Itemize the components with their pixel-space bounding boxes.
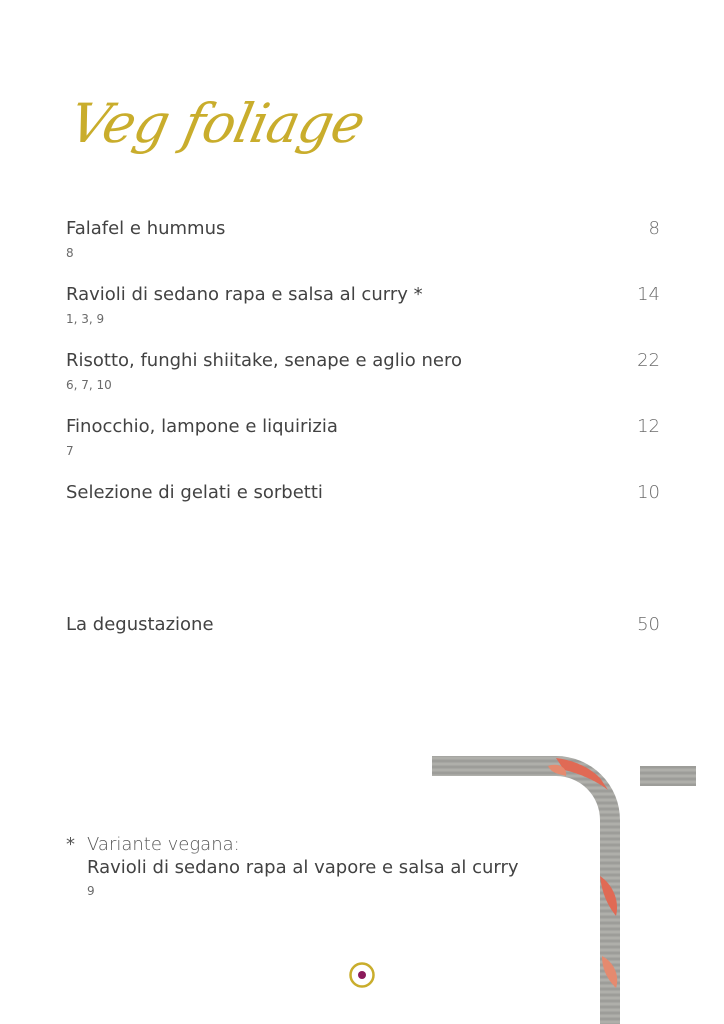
tasting-name: La degustazione [66, 614, 214, 635]
tasting-menu-row [66, 614, 660, 644]
flamingo-decoration [430, 756, 700, 1024]
item-price: 22 [637, 350, 660, 371]
item-allergens: 8 [66, 246, 74, 260]
menu-item [66, 350, 660, 416]
tasting-price: 50 [637, 614, 660, 635]
item-price: 8 [648, 218, 660, 239]
menu-item [66, 482, 660, 548]
page-marker-icon [348, 961, 376, 989]
wood-frame-shape [432, 756, 620, 1024]
footnote-allergens: 9 [87, 884, 95, 898]
menu-list [66, 218, 660, 548]
item-name: Selezione di gelati e sorbetti [66, 482, 323, 503]
item-name: Ravioli di sedano rapa e salsa al curry * [66, 284, 423, 305]
item-price: 10 [637, 482, 660, 503]
item-name: Risotto, funghi shiitake, senape e aglio nero [66, 350, 462, 371]
menu-item [66, 218, 660, 284]
page-title: Veg foliage [64, 92, 370, 155]
item-allergens: 6, 7, 10 [66, 378, 112, 392]
item-price: 12 [637, 416, 660, 437]
menu-item [66, 416, 660, 482]
item-allergens: 1, 3, 9 [66, 312, 105, 326]
item-name: Finocchio, lampone e liquirizia [66, 416, 338, 437]
item-allergens: 7 [66, 444, 74, 458]
item-name: Falafel e hummus [66, 218, 226, 239]
item-price: 14 [637, 284, 660, 305]
menu-item [66, 284, 660, 350]
footnote-marker: * [66, 834, 75, 855]
wood-strip-shape [640, 766, 696, 786]
footnote-dish: Ravioli di sedano rapa al vapore e salsa al curry [87, 857, 519, 878]
footnote-label: Variante vegana: [87, 834, 240, 855]
